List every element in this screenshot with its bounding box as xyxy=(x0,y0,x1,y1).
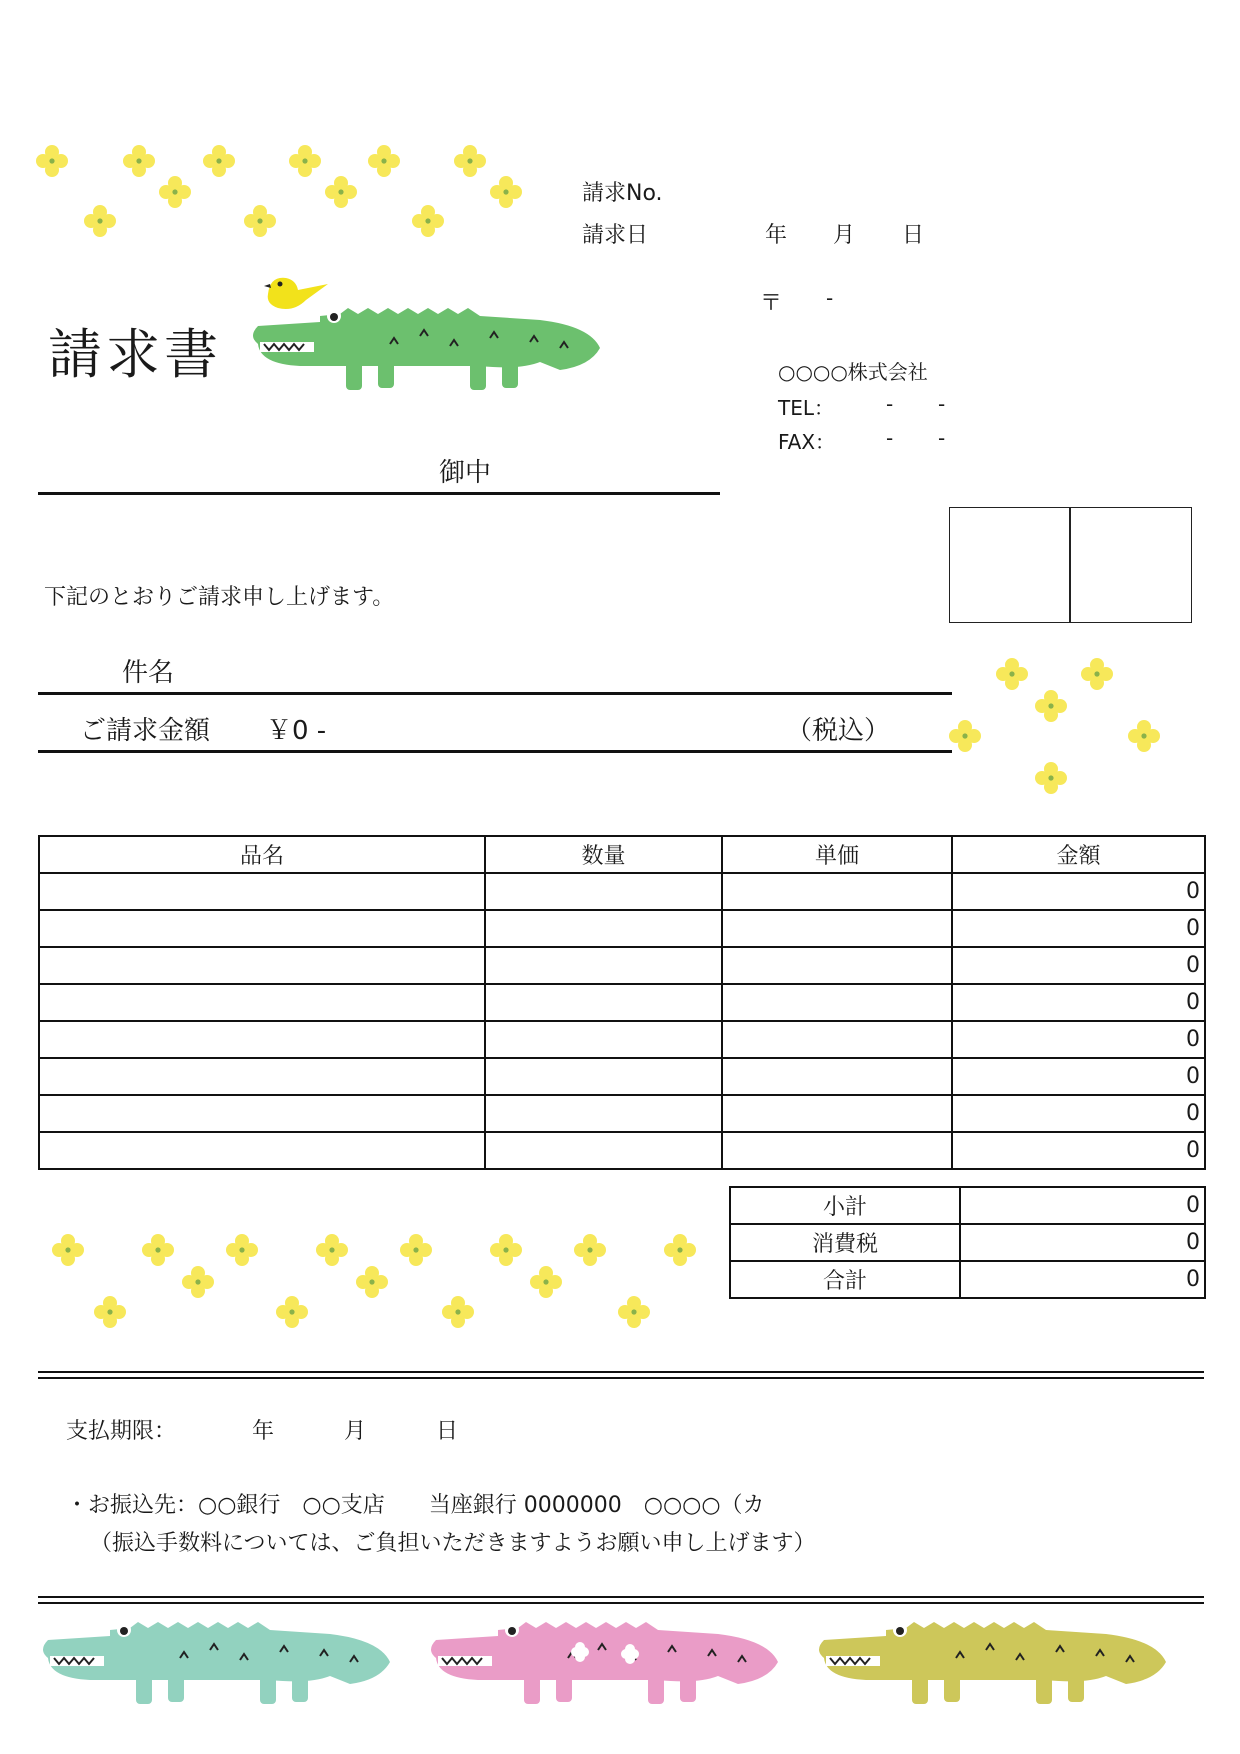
flower-icon xyxy=(203,145,235,177)
table-row xyxy=(39,1058,1205,1095)
transfer-fee-note: （振込手数料については、ご負担いただきますようお願い申し上げます） xyxy=(90,1531,816,1556)
crocodile-pink-icon xyxy=(418,1600,798,1718)
bird-icon xyxy=(264,278,328,309)
payment-deadline-year: 年 xyxy=(252,1419,275,1444)
payment-deadline-day: 日 xyxy=(436,1419,459,1444)
cell-item-name[interactable] xyxy=(39,1058,485,1095)
seal-box-1 xyxy=(949,507,1071,623)
cell-unit-price[interactable] xyxy=(722,1132,952,1169)
flower-icon xyxy=(182,1266,214,1298)
flower-icon xyxy=(276,1296,308,1328)
cell-item-name[interactable] xyxy=(39,1132,485,1169)
cell-unit-price[interactable] xyxy=(722,910,952,947)
cell-quantity[interactable] xyxy=(485,1132,722,1169)
cell-quantity[interactable] xyxy=(485,984,722,1021)
flower-icon xyxy=(1035,762,1067,794)
cell-unit-price[interactable] xyxy=(722,1095,952,1132)
fax-dash-1: - xyxy=(886,426,894,450)
total-label: 合計 xyxy=(730,1261,960,1298)
total-row xyxy=(730,1261,1205,1298)
tel-label: TEL： xyxy=(778,396,834,420)
total-value: 0 xyxy=(960,1261,1205,1298)
cell-item-name[interactable] xyxy=(39,984,485,1021)
invoice-no-label: 請求No. xyxy=(582,181,663,206)
amount-label: ご請求金額 xyxy=(80,716,211,746)
header-unit-price: 単価 xyxy=(722,836,952,873)
flower-icon xyxy=(442,1296,474,1328)
cell-amount: 0 xyxy=(952,1021,1205,1058)
cell-amount: 0 xyxy=(952,910,1205,947)
flower-icon xyxy=(574,1234,606,1266)
cell-amount: 0 xyxy=(952,947,1205,984)
postal-mark: 〒 xyxy=(760,291,783,316)
tel-dash-1: - xyxy=(886,392,894,416)
flower-icon xyxy=(159,176,191,208)
cell-unit-price[interactable] xyxy=(722,984,952,1021)
crocodile-olive-icon xyxy=(806,1600,1186,1718)
flower-icon xyxy=(664,1234,696,1266)
document-title: 請求書 xyxy=(48,323,222,386)
tel-dash-2: - xyxy=(938,392,946,416)
flower-icon xyxy=(94,1296,126,1328)
table-row xyxy=(39,1132,1205,1169)
flower-icon xyxy=(1128,720,1160,752)
flower-icon xyxy=(52,1234,84,1266)
totals-table xyxy=(729,1186,1206,1299)
payment-deadline-month: 月 xyxy=(344,1419,367,1444)
flower-icon xyxy=(490,1234,522,1266)
cell-amount: 0 xyxy=(952,1058,1205,1095)
table-row xyxy=(39,1021,1205,1058)
flower-icon xyxy=(412,205,444,237)
cell-quantity[interactable] xyxy=(485,1021,722,1058)
tax-value: 0 xyxy=(960,1224,1205,1261)
invoice-date-label: 請求日 xyxy=(582,223,649,248)
cell-unit-price[interactable] xyxy=(722,873,952,910)
table-row xyxy=(39,873,1205,910)
header-item-name: 品名 xyxy=(39,836,485,873)
crocodile-teal-icon xyxy=(30,1600,410,1718)
flower-icon xyxy=(618,1296,650,1328)
table-row xyxy=(39,984,1205,1021)
subject-underline xyxy=(38,692,952,695)
flower-icon xyxy=(36,145,68,177)
cell-item-name[interactable] xyxy=(39,1095,485,1132)
flower-icon xyxy=(84,205,116,237)
bank-account-info: ・お振込先：○○銀行 ○○支店 当座銀行 0000000 ○○○○（カ xyxy=(66,1493,765,1518)
flower-icon xyxy=(1035,690,1067,722)
flower-icon xyxy=(949,720,981,752)
cell-item-name[interactable] xyxy=(39,873,485,910)
flower-icon xyxy=(530,1266,562,1298)
table-row xyxy=(39,1095,1205,1132)
fax-label: FAX： xyxy=(778,430,836,454)
flower-icon xyxy=(400,1234,432,1266)
cell-amount: 0 xyxy=(952,1095,1205,1132)
tax-included-note: （税込） xyxy=(786,716,891,746)
recipient-suffix: 御中 xyxy=(439,458,492,488)
flower-icon xyxy=(368,145,400,177)
postal-dash: - xyxy=(826,286,834,310)
payment-deadline-label: 支払期限： xyxy=(66,1419,177,1444)
cell-amount: 0 xyxy=(952,873,1205,910)
invoice-date-year: 年 xyxy=(765,223,788,248)
amount-value: ￥0 - xyxy=(266,716,327,746)
intro-text: 下記のとおりご請求申し上げます。 xyxy=(44,585,395,610)
cell-unit-price[interactable] xyxy=(722,1021,952,1058)
cell-item-name[interactable] xyxy=(39,910,485,947)
table-row xyxy=(39,910,1205,947)
cell-quantity[interactable] xyxy=(485,947,722,984)
amount-underline xyxy=(38,750,952,753)
flower-icon xyxy=(244,205,276,237)
tax-row xyxy=(730,1224,1205,1261)
flower-icon xyxy=(316,1234,348,1266)
divider-line xyxy=(38,1596,1204,1598)
invoice-date-month: 月 xyxy=(833,223,856,248)
subtotal-value: 0 xyxy=(960,1187,1205,1224)
cell-item-name[interactable] xyxy=(39,1021,485,1058)
header-quantity: 数量 xyxy=(485,836,722,873)
flower-icon xyxy=(123,145,155,177)
cell-quantity[interactable] xyxy=(485,910,722,947)
flower-icon xyxy=(490,176,522,208)
fax-dash-2: - xyxy=(938,426,946,450)
cell-quantity[interactable] xyxy=(485,1095,722,1132)
items-table xyxy=(38,835,1206,1170)
invoice-date-day: 日 xyxy=(902,223,925,248)
divider-line xyxy=(38,1371,1204,1373)
flower-icon xyxy=(996,658,1028,690)
table-header-row xyxy=(39,836,1205,873)
header-amount: 金額 xyxy=(952,836,1205,873)
divider-line xyxy=(38,1377,1204,1379)
flower-icon xyxy=(356,1266,388,1298)
cell-quantity[interactable] xyxy=(485,1058,722,1095)
company-name: ○○○○株式会社 xyxy=(778,360,928,384)
cell-amount: 0 xyxy=(952,1132,1205,1169)
flower-icon xyxy=(325,176,357,208)
flower-icon xyxy=(289,145,321,177)
tax-label: 消費税 xyxy=(730,1224,960,1261)
cell-unit-price[interactable] xyxy=(722,1058,952,1095)
subtotal-label: 小計 xyxy=(730,1187,960,1224)
flower-icon xyxy=(454,145,486,177)
crocodile-with-bird-icon xyxy=(240,270,620,400)
table-row xyxy=(39,947,1205,984)
subject-label: 件名 xyxy=(122,658,175,688)
flower-icon xyxy=(142,1234,174,1266)
cell-unit-price[interactable] xyxy=(722,947,952,984)
subtotal-row xyxy=(730,1187,1205,1224)
flower-icon xyxy=(1081,658,1113,690)
seal-box-2 xyxy=(1069,507,1192,623)
recipient-underline xyxy=(38,492,720,495)
cell-amount: 0 xyxy=(952,984,1205,1021)
flower-icon xyxy=(226,1234,258,1266)
cell-quantity[interactable] xyxy=(485,873,722,910)
cell-item-name[interactable] xyxy=(39,947,485,984)
